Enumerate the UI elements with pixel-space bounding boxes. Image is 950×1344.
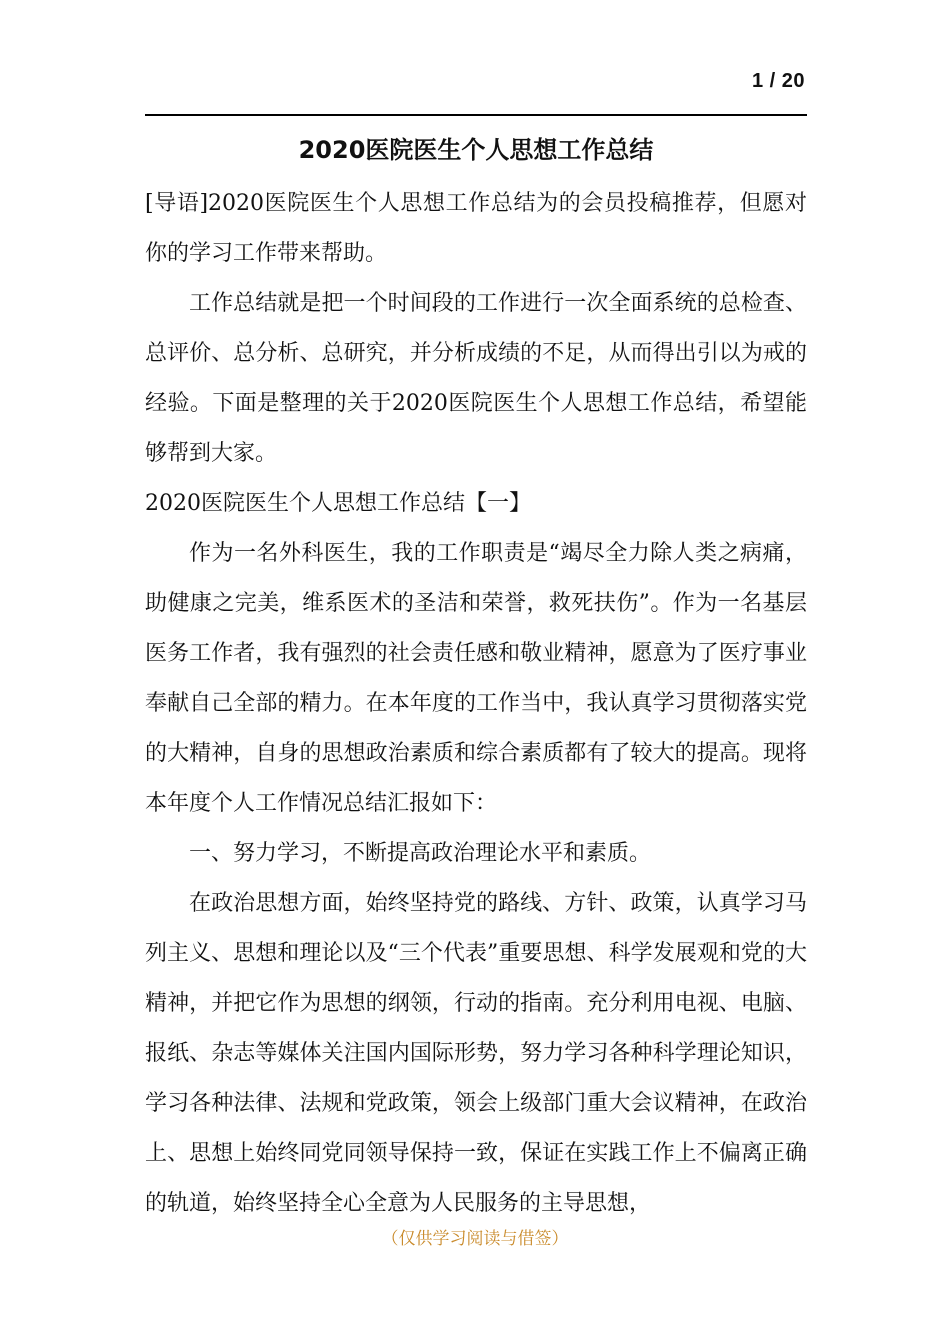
page-number: 1 / 20	[751, 70, 805, 92]
summary-definition-paragraph: 工作总结就是把一个时间段的工作进行一次全面系统的总检查、总评价、总分析、总研究，并分析成绩的不足，从而得出引以为戒的经验。下面是整理的关于2020医院医生个人思想工作总结，希望能够帮到大家。	[145, 291, 807, 466]
header-divider	[145, 114, 807, 116]
political-thought-paragraph: 在政治思想方面，始终坚持党的路线、方针、政策，认真学习马列主义、思想和理论以及“三个代表”重要思想、科学发展观和党的大精神，并把它作为思想的纲领，行动的指南。充分利用电视、电脑、报纸、杂志等媒体关注国内国际形势，努力学习各种科学理论知识，学习各种法律、法规和党政策，领会上级部门重大会议精神，在政治上、思想上始终同党同领导保持一致，保证在实践工作上不偏离正确的轨道，始终坚持全心全意为人民服务的主导思想，	[145, 891, 807, 1216]
duty-paragraph: 作为一名外科医生，我的工作职责是“竭尽全力除人类之病痛，助健康之完美，维系医术的圣洁和荣誉，救死扶伤”。作为一名基层医务工作者，我有强烈的社会责任感和敬业精神，愿意为了医疗事业奉献自己全部的精力。在本年度的工作当中，我认真学习贯彻落实党的大精神，自身的思想政治素质和综合素质都有了较大的提高。现将本年度个人工作情况总结汇报如下：	[145, 541, 807, 816]
section-heading: 2020医院医生个人思想工作总结【一】	[145, 491, 531, 516]
intro-paragraph: [导语]2020医院医生个人思想工作总结为的会员投稿推荐，但愿对你的学习工作带来帮助。	[145, 191, 807, 266]
subsection-heading: 一、努力学习，不断提高政治理论水平和素质。	[189, 841, 652, 866]
footer-note: （仅供学习阅读与借签）	[381, 1229, 569, 1249]
document-title: 2020医院医生个人思想工作总结	[298, 136, 654, 164]
document-body	[145, 179, 807, 1229]
